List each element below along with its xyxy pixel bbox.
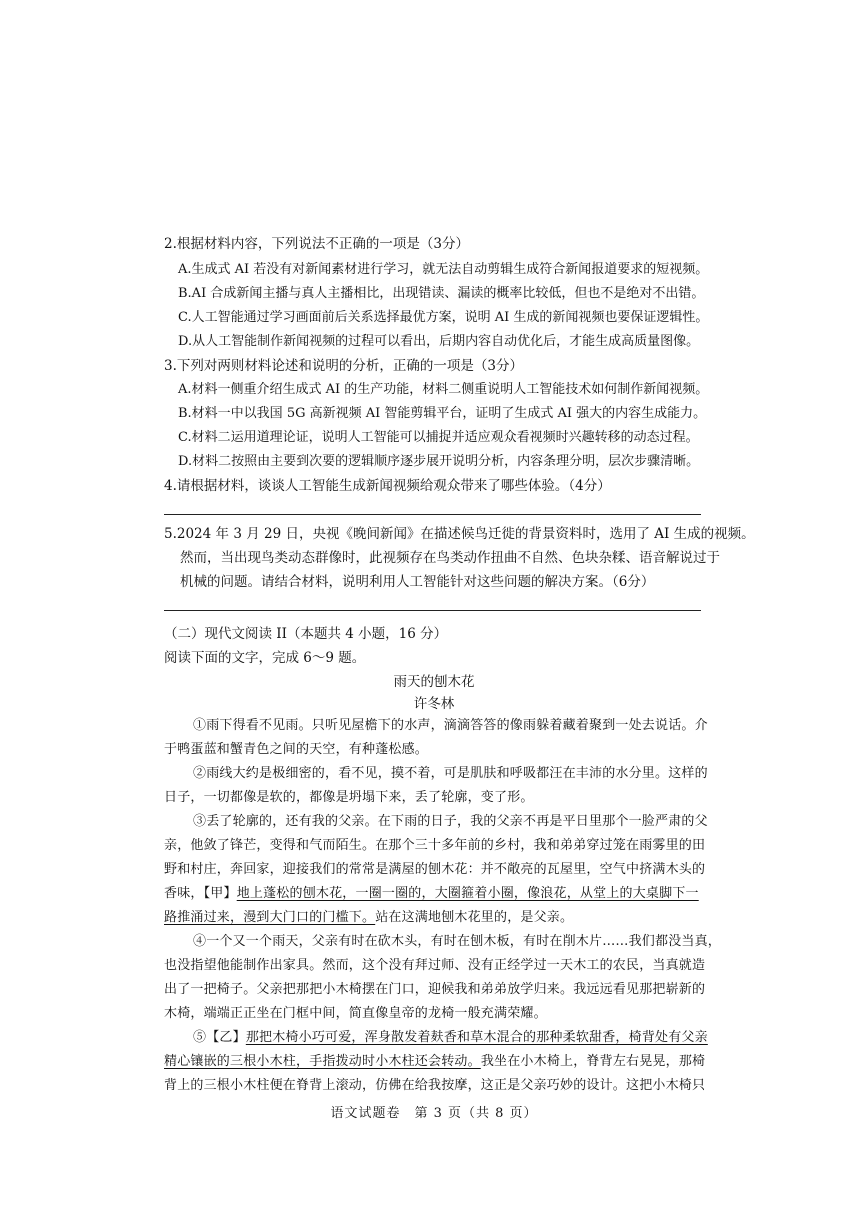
paragraph-4-line-2: 也没指望他能制作出家具。然而，这个没有拜过师、没有正经学过一天木工的农民，当真就造 bbox=[164, 958, 706, 973]
section-heading: （二）现代文阅读 II（本题共 4 小题，16 分） bbox=[164, 626, 448, 642]
question-2-option-c: C.人工智能通过学习画面前后关系选择最优方案，说明 AI 生成的新闻视频也要保证逻辑性。 bbox=[178, 310, 709, 325]
article-title: 雨天的刨木花 bbox=[393, 674, 475, 690]
paragraph-4-line-4: 木椅，端端正正坐在门框中间，简直像皇帝的龙椅一般充满荣耀。 bbox=[164, 1006, 547, 1021]
underlined-sentence-yi: 那把木椅小巧可爱，浑身散发着麸香和草木混合的那种柔软甜香，椅背处有父亲 bbox=[245, 1030, 708, 1045]
page-footer: 语文试题卷 第 3 页（共 8 页） bbox=[330, 1106, 538, 1121]
question-2-stem: 2.根据材料内容，下列说法不正确的一项是（3分） bbox=[164, 236, 469, 252]
question-5-line-2: 然而，当出现鸟类动态群像时，此视频存在鸟类动作扭曲不自然、色块杂糅、语音解说过于 bbox=[180, 550, 720, 566]
paragraph-5-line-2 bbox=[164, 1052, 705, 1072]
paragraph-5-line-3: 背上的三根小木柱便在脊背上滚动，仿佛在给我按摩，这正是父亲巧妙的设计。这把小木椅只 bbox=[164, 1078, 706, 1093]
paragraph-3-line-2: 亲，他敛了锋芒，变得和气而陌生。在那个三十多年前的乡村，我和弟弟穿过笼在雨雾里的田 bbox=[164, 838, 706, 853]
question-3-option-b: B.材料一中以我国 5G 高新视频 AI 智能剪辑平台，证明了生成式 AI 强大的内容生成能力。 bbox=[178, 406, 707, 421]
paragraph-1-line-2: 于鸭蛋蓝和蟹青色之间的天空，有种蓬松感。 bbox=[164, 742, 429, 757]
paragraph-3-tail: 站在这满地刨木花里的，是父亲。 bbox=[375, 910, 574, 925]
question-5-line-1: 5.2024 年 3 月 29 日，央视《晚间新闻》在描述候鸟迁徙的背景资料时，选用了 AI 生成的视频。 bbox=[164, 526, 755, 542]
question-2-option-b: B.AI 合成新闻主播与真人主播相比，出现错读、漏读的概率比较低，但也不是绝对不出错。 bbox=[178, 286, 705, 301]
question-5-line-3: 机械的问题。请结合材料，说明利用人工智能针对这些问题的解决方案。（6分） bbox=[180, 574, 655, 590]
paragraph-4-line-3: 出了一把椅子。父亲把那把小木椅摆在门口，迎候我和弟弟放学归来。我远远看见那把崭新的 bbox=[164, 982, 706, 997]
underlined-sentence-jia-end: 路推涌过来，漫到大门口的门槛下。 bbox=[164, 910, 376, 925]
paragraph-2-line-2: 日子，一切都像是软的，都像是坍塌下来，丢了轮廓，变了形。 bbox=[164, 790, 534, 805]
answer-line bbox=[164, 610, 701, 611]
marker-yi: ⑤【乙】 bbox=[193, 1030, 246, 1045]
article-author: 许冬林 bbox=[413, 696, 455, 712]
underlined-sentence-jia: 地上蓬松的刨木花，一圈一圈的，大圈箍着小圈，像浪花，从堂上的大桌脚下一 bbox=[236, 886, 699, 901]
paragraph-4-line-1: ④一个又一个雨天，父亲有时在砍木头，有时在刨木板，有时在削木片……我们都没当真， bbox=[193, 934, 722, 949]
question-3-option-c: C.材料二运用道理论证，说明人工智能可以捕捉并适应观众看视频时兴趣转移的动态过程。 bbox=[178, 430, 699, 445]
paragraph-3-line-1: ③丢了轮廓的，还有我的父亲。在下雨的日子，我的父亲不再是平日里那个一脸严肃的父 bbox=[193, 814, 708, 829]
question-4-stem: 4.请根据材料，谈谈人工智能生成新闻视频给观众带来了哪些体验。（4分） bbox=[164, 478, 611, 494]
paragraph-2-line-1: ②雨线大约是极细密的，看不见，摸不着，可是肌肤和呼吸都汪在丰沛的水分里。这样的 bbox=[193, 766, 708, 781]
paragraph-3-line-5 bbox=[164, 908, 573, 928]
question-3-option-d: D.材料二按照由主要到次要的逻辑顺序逐步展开说明分析，内容条理分明，层次步骤清晰。 bbox=[178, 454, 700, 469]
question-3-stem: 3.下列对两则材料论述和说明的分析，正确的一项是（3分） bbox=[164, 358, 523, 374]
underlined-sentence-yi-end: 精心镶嵌的三根小木柱，手指拨动时小木柱还会转动。 bbox=[164, 1054, 481, 1069]
question-3-option-a: A.材料一侧重介绍生成式 AI 的生产功能，材料二侧重说明人工智能技术如何制作新闻视频。 bbox=[178, 382, 709, 397]
marker-jia: 香味，【甲】 bbox=[164, 886, 237, 901]
question-2-option-d: D.从人工智能制作新闻视频的过程可以看出，后期内容自动优化后，才能生成高质量图像。 bbox=[178, 334, 700, 349]
paragraph-3-line-3: 野和村庄，奔回家，迎接我们的常常是满屋的刨木花：并不敞亮的瓦屋里，空气中挤满木头的 bbox=[164, 862, 706, 877]
paragraph-5-continuation: 我坐在小木椅上，脊背左右晃晃，那椅 bbox=[480, 1054, 706, 1069]
paragraph-1-line-1: ①雨下得看不见雨。只听见屋檐下的水声，滴滴答答的像雨躲着藏着聚到一处去说话。介 bbox=[193, 718, 708, 733]
question-2-option-a: A.生成式 AI 若没有对新闻素材进行学习，就无法自动剪辑生成符合新闻报道要求的短视频。 bbox=[178, 262, 709, 277]
answer-line bbox=[164, 514, 701, 515]
section-instruction: 阅读下面的文字，完成 6～9 题。 bbox=[164, 650, 366, 666]
paragraph-3-line-4 bbox=[164, 884, 699, 904]
paragraph-5-line-1 bbox=[193, 1028, 708, 1048]
